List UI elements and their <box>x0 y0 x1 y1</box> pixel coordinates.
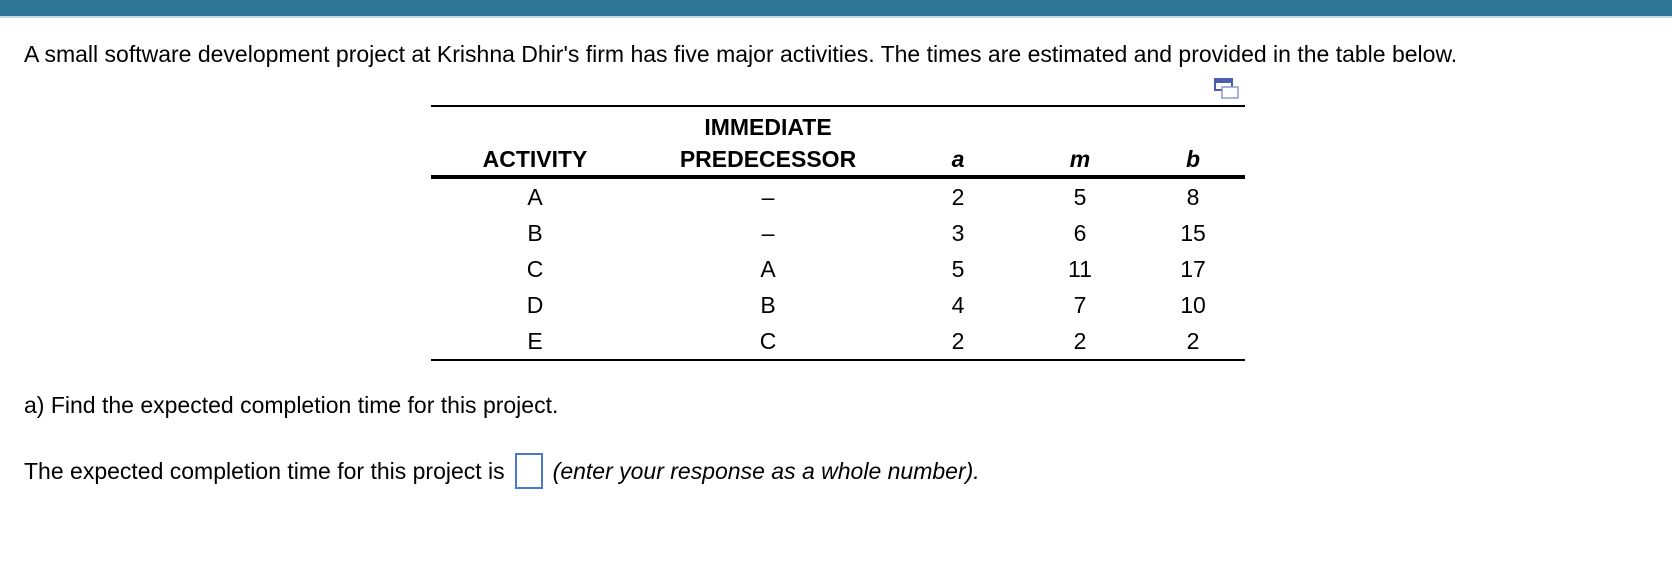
cell-predecessor: A <box>760 256 776 282</box>
cell-activity: C <box>526 256 544 282</box>
answer-input-box[interactable] <box>515 453 543 489</box>
table-row <box>431 177 1245 215</box>
question-a: a) Find the expected completion time for this project. <box>24 392 559 418</box>
cell-a: 3 <box>951 220 965 246</box>
cell-b: 2 <box>1186 328 1200 354</box>
cell-m: 7 <box>1073 292 1087 318</box>
cell-predecessor: B <box>760 292 776 318</box>
cell-m: 11 <box>1068 256 1092 282</box>
cell-a: 2 <box>951 184 965 210</box>
cell-m: 5 <box>1073 184 1087 210</box>
cell-a: 2 <box>951 328 965 354</box>
cell-m: 6 <box>1073 220 1087 246</box>
table-row <box>431 215 1245 251</box>
cell-activity: E <box>527 328 543 354</box>
cell-b: 8 <box>1186 184 1200 210</box>
problem-statement: A small software development project at Krishna Dhir's firm has five major activities. The times are estimated and provided in the table below. <box>24 41 1458 67</box>
header-a: a <box>951 146 965 172</box>
cell-b: 15 <box>1180 220 1206 246</box>
header-predecessor-line2: PREDECESSOR <box>679 146 857 172</box>
cell-a: 5 <box>951 256 965 282</box>
header-bar <box>0 0 1672 18</box>
header-immediate-predecessor <box>639 106 897 177</box>
cell-predecessor: – <box>761 184 775 210</box>
cell-m: 2 <box>1073 328 1087 354</box>
cell-a: 4 <box>951 292 965 318</box>
cell-b: 10 <box>1180 292 1206 318</box>
answer-hint: (enter your response as a whole number). <box>552 458 980 484</box>
header-predecessor-line1: IMMEDIATE <box>704 114 832 140</box>
activity-table <box>431 105 1245 361</box>
cell-activity: D <box>526 292 544 318</box>
header-m: m <box>1069 146 1091 172</box>
copy-to-spreadsheet-icon[interactable] <box>1214 78 1240 100</box>
cell-predecessor: C <box>759 328 777 354</box>
table-row <box>431 323 1245 360</box>
cell-b: 17 <box>1180 256 1206 282</box>
header-activity: ACTIVITY <box>482 146 588 172</box>
table-row <box>431 287 1245 323</box>
cell-activity: A <box>527 184 543 210</box>
cell-activity: B <box>527 220 543 246</box>
answer-prefix: The expected completion time for this project is <box>24 458 505 484</box>
header-b: b <box>1185 146 1201 172</box>
table-row <box>431 251 1245 287</box>
table-header-row <box>431 106 1245 177</box>
cell-predecessor: – <box>761 220 775 246</box>
answer-line <box>24 453 980 489</box>
